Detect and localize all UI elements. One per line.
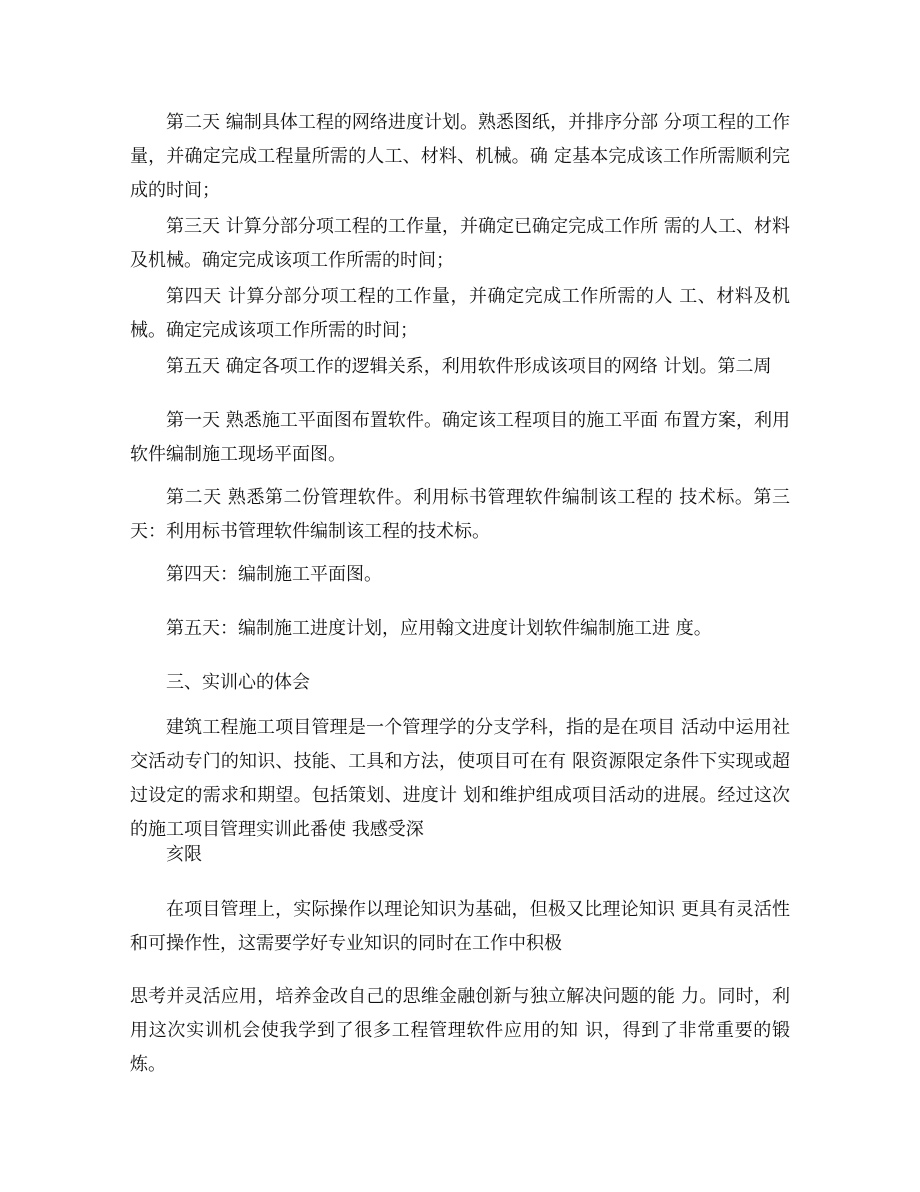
paragraph-day4-workload: 第四天 计算分部分项工程的工作量，并确定完成工作所需的人 工、材料及机械。确定完成该项工作所需的时间； — [130, 286, 790, 341]
paragraph-day5-logic: 第五天 确定各项工作的逻辑关系，利用软件形成该项目的网络 计划。第二周 — [166, 356, 772, 377]
paragraph-conclusion: 思考并灵活应用，培养金改自己的思维金融创新与独立解决问题的能 力。同时，利用这次实训机会使我学到了很多工程管理软件应用的知 识，得到了非常重要的锻炼。 — [130, 986, 790, 1075]
paragraph-fragment: 亥限 — [166, 844, 202, 865]
paragraph-week2-day4: 第四天：编制施工平面图。 — [166, 564, 382, 585]
paragraph-week2-day1: 第一天 熟悉施工平面图布置软件。确定该工程项目的施工平面 布置方案，利用软件编制施工现场平面图。 — [130, 410, 790, 465]
paragraph-day2-network-plan: 第二天 编制具体工程的网络进度计划。熟悉图纸，并排序分部 分项工程的工作量，并确定完成工程量所需的人工、材料、机械。确 定基本完成该工作所需顺利完成的时间； — [130, 112, 790, 201]
paragraph-project-management: 建筑工程施工项目管理是一个管理学的分支学科，指的是在项目 活动中运用社交活动专门的知识、技能、工具和方法，使项目可在有 限资源限定条件下实现或超过设定的需求和期望。包括策划、进度计 划和维护组成项目活动的进展。经过这次的施工项目管理实训此番使 我感受深 — [130, 717, 790, 840]
paragraph-week2-day5: 第五天：编制施工进度计划，应用翰文进度计划软件编制施工进 度。 — [166, 618, 712, 639]
paragraph-practice: 在项目管理上，实际操作以理论知识为基础，但极又比理论知识 更具有灵活性和可操作性，这需要学好专业知识的同时在工作中积极 — [130, 899, 790, 954]
paragraph-day3-workload: 第三天 计算分部分项工程的工作量，并确定已确定完成工作所 需的人工、材料及机械。确定完成该项工作所需的时间； — [130, 216, 790, 271]
paragraph-week2-day2: 第二天 熟悉第二份管理软件。利用标书管理软件编制该工程的 技术标。第三天：利用标书管理软件编制该工程的技术标。 — [130, 487, 790, 542]
section-heading-reflections: 三、实训心的体会 — [166, 672, 310, 693]
